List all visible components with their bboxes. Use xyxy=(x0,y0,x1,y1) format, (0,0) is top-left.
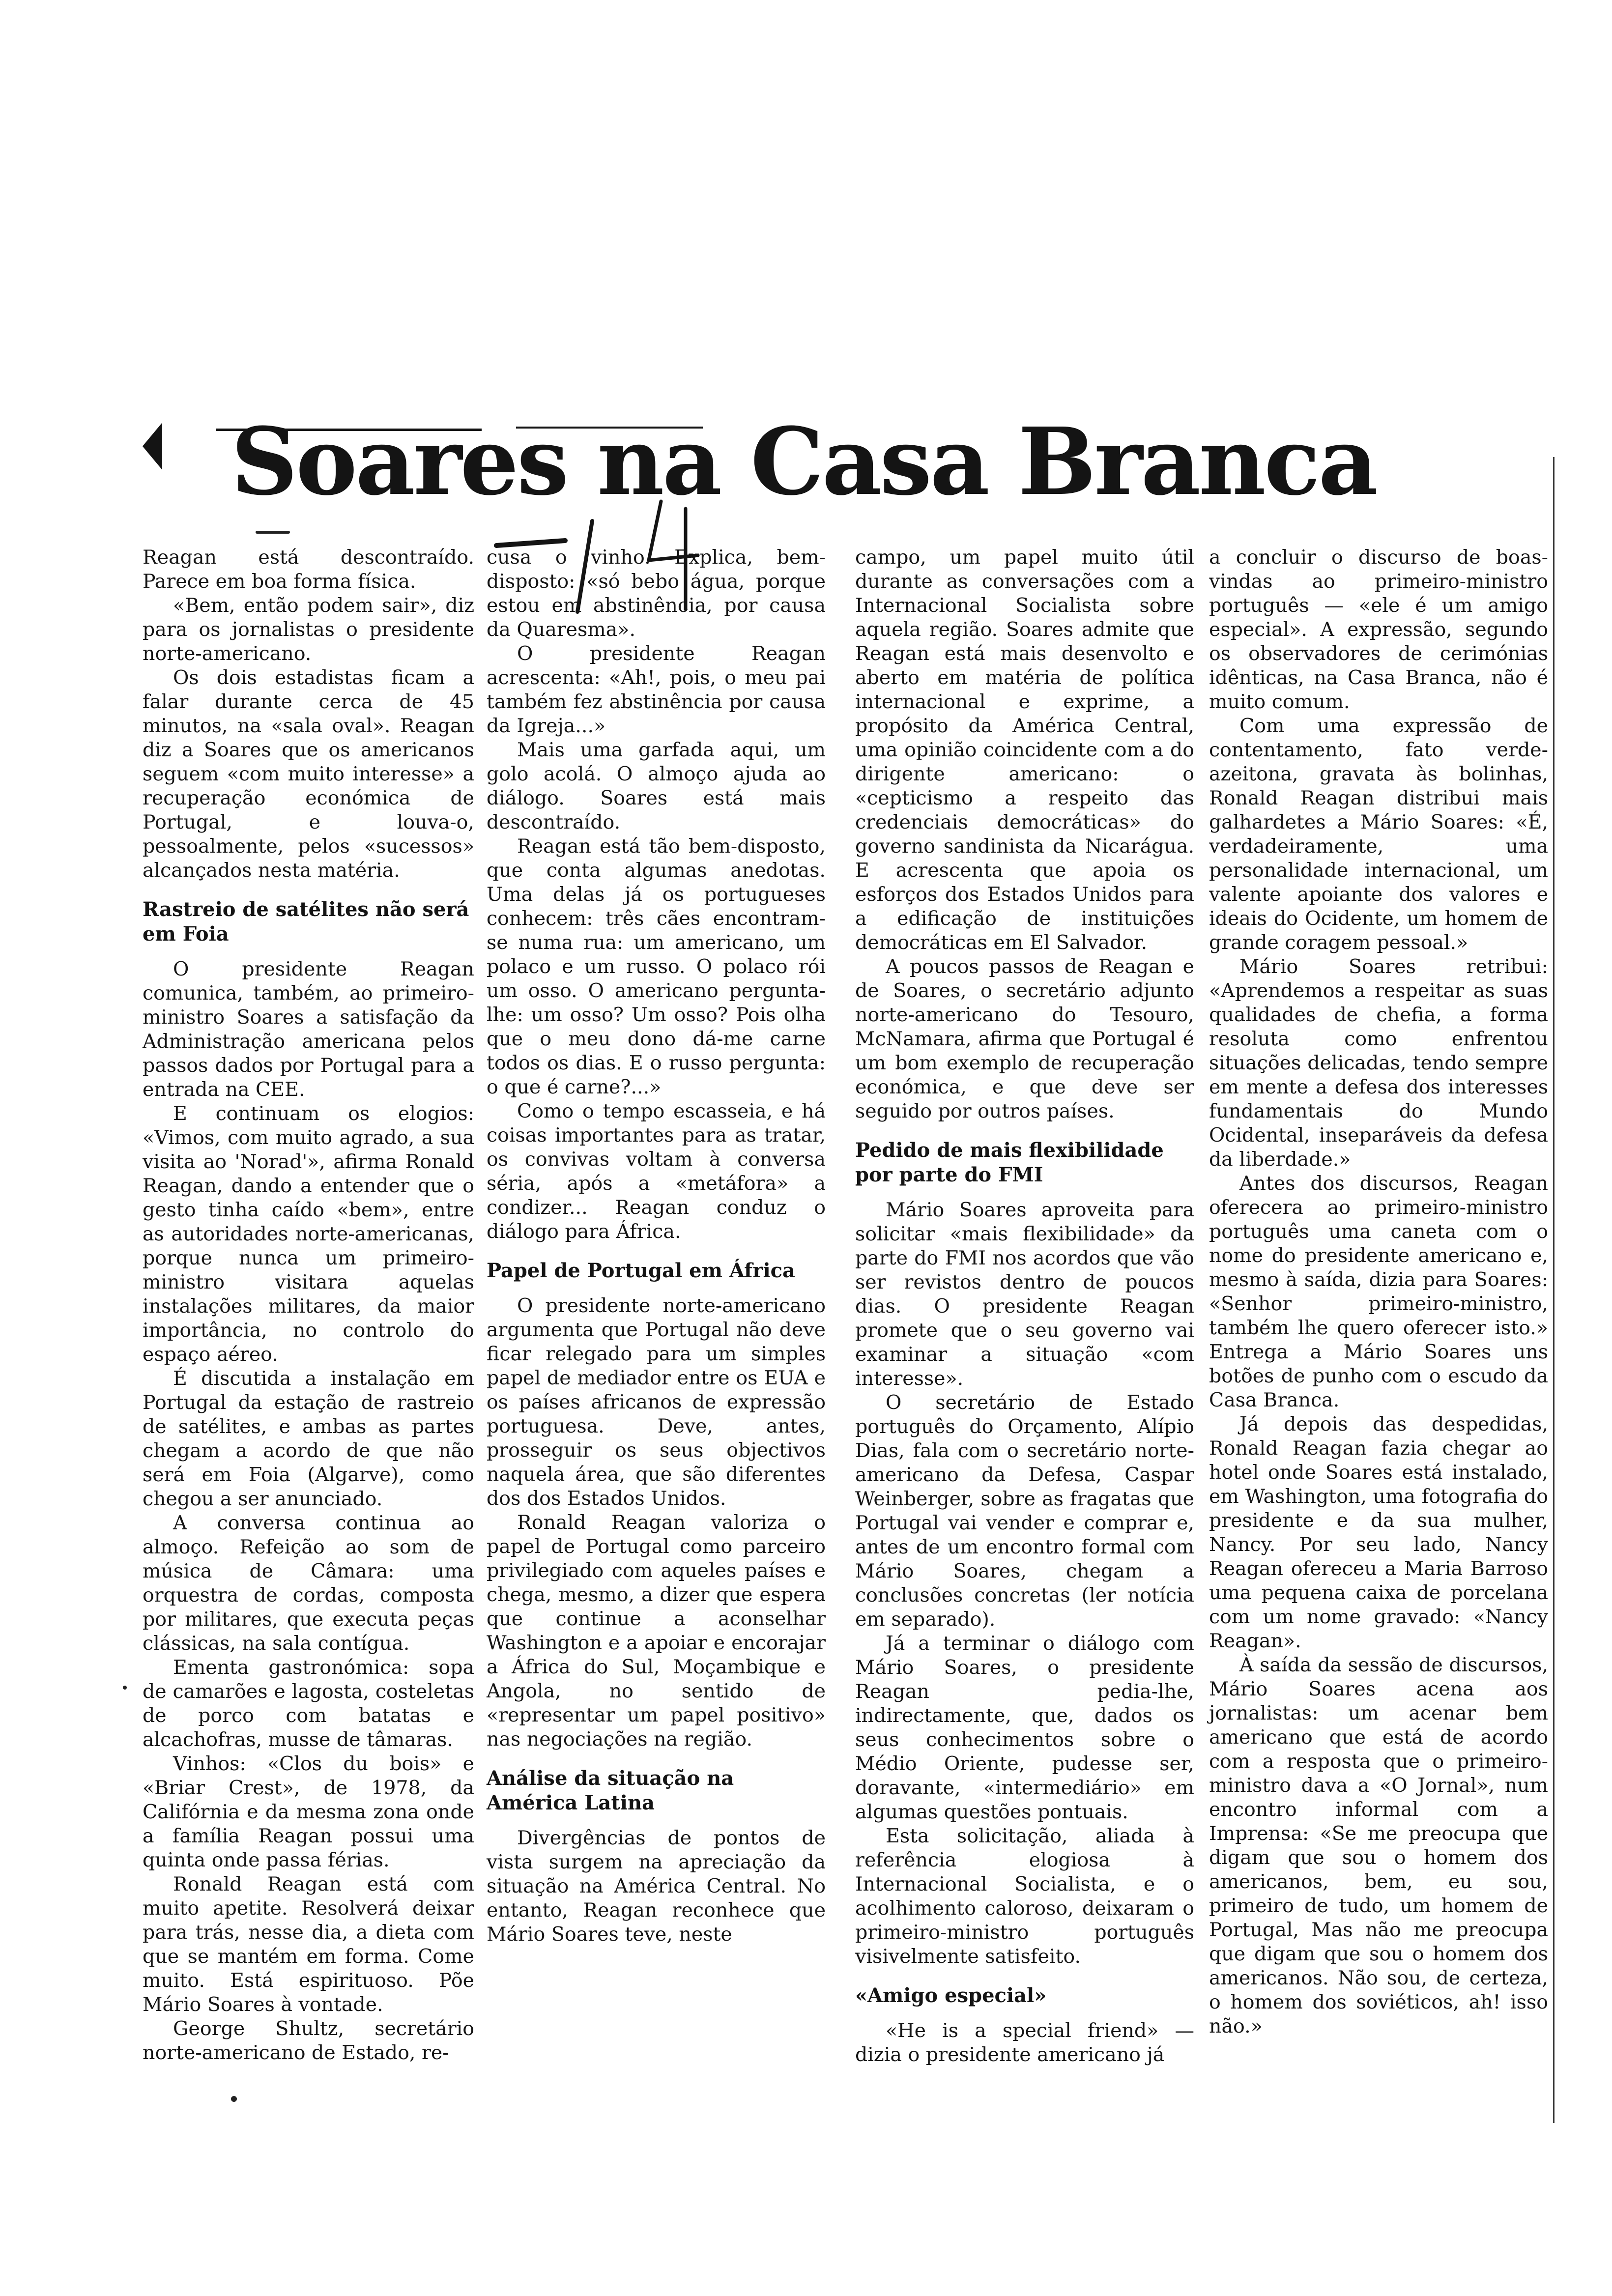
paragraph: À saída da sessão de discursos, Mário Soares acena aos jornalistas: um acenar bem americano que está de acordo com a resposta que o primeiro-ministro dava a «O Jornal», num encontro informal com a Imprensa: «Se me preocupa que digam que sou o homem dos americanos, bem, eu sou, primeiro de tudo, um homem de Portugal, Mas não me preocupa que digam que sou o homem dos americanos. Não sou, de certeza, o homem dos soviéticos, ah! isso não.» xyxy=(1209,1654,1548,2038)
subheading: «Amigo especial» xyxy=(855,1984,1047,2007)
ink-speck xyxy=(231,2096,237,2102)
paragraph: A poucos passos de Reagan e de Soares, o secretário adjunto norte-americano do Tesouro, McNamara, afirma que Portugal é um bom exemplo de recuperação económica, e que deve ser seguido por outros países. xyxy=(855,955,1194,1122)
paragraph: Vinhos: «Clos du bois» e «Briar Crest», de 1978, da Califórnia e da mesma zona onde a família Reagan possui uma quinta onde passa férias. xyxy=(143,1752,474,1871)
paragraph: Reagan está tão bem-disposto, que conta algumas anedotas. Uma delas já os portugueses conhecem: três cães encontram-se numa rua: um americano, um polaco e um russo. O polaco rói um osso. O americano pergunta-lhe: um osso? Um osso? Pois olha que o meu dono dá-me carne todos os dias. E o russo pergunta: o que é carne?...» xyxy=(487,835,826,1098)
paragraph: a concluir o discurso de boas-vindas ao primeiro-ministro português — «ele é um amigo especial». A expressão, segundo os observadores de cerimónias idênticas, na Casa Branca, não é muito comum. xyxy=(1209,546,1548,713)
headline: Soares na Casa Branca xyxy=(231,407,1377,516)
article-column-3 xyxy=(855,545,1194,2067)
paragraph: Ronald Reagan está com muito apetite. Resolverá deixar para trás, nesse dia, a dieta com que se mantém em forma. Come muito. Está espirituoso. Põe Mário Soares à vontade. xyxy=(143,1873,474,2016)
paragraph: «He is a special friend» — dizia o presidente americano já xyxy=(855,2019,1194,2066)
paragraph: O secretário de Estado português do Orçamento, Alípio Dias, fala com o secretário norte-americano da Defesa, Caspar Weinberger, sobre as fragatas que Portugal vai vender e comprar e, antes de um encontro formal com Mário Soares, chegam a conclusões concretas (ler notícia em separado). xyxy=(855,1391,1194,1631)
paragraph: Reagan está descontraído. Parece em boa forma física. xyxy=(143,546,474,593)
paragraph: Com uma expressão de contentamento, fato verde-azeitona, gravata às bolinhas, Ronald Reagan distribui mais galhardetes a Mário Soares: «É, verdadeiramente, uma personalidade internacional, um valente apoiante dos valores e ideais do Ocidente, um homem de grande coragem pessoal.» xyxy=(1209,715,1548,954)
paragraph: George Shultz, secretário norte-americano de Estado, re- xyxy=(143,2017,474,2064)
paragraph: Como o tempo escasseia, e há coisas importantes para as tratar, os convivas voltam à conversa séria, após a «metáfora» a condizer... Reagan conduz o diálogo para África. xyxy=(487,1100,826,1243)
paragraph: Antes dos discursos, Reagan oferecera ao primeiro-ministro português uma caneta com o nome do presidente americano e, mesmo à saída, dizia para Soares: «Senhor primeiro-ministro, também lhe quero oferecer isto.» Entrega a Mário Soares uns botões de punho com o escudo da Casa Branca. xyxy=(1209,1172,1548,1411)
paragraph: E continuam os elogios: «Vimos, com muito agrado, a sua visita ao 'Norad'», afirma Ronald Reagan, dando a entender que o gesto tinha caído «bem», entre as autoridades norte-americanas, porque nunca um primeiro-ministro visitara aquelas instalações militares, da maior importância, no controlo do espaço aéreo. xyxy=(143,1102,474,1366)
ink-speck xyxy=(256,531,290,534)
ink-speck xyxy=(123,1686,127,1690)
paragraph: Mais uma garfada aqui, um golo acolá. O almoço ajuda ao diálogo. Soares está mais descontraído. xyxy=(487,739,826,833)
paragraph: Ronald Reagan valoriza o papel de Portugal como parceiro privilegiado com aqueles países e chega, mesmo, a dizer que espera que continue a aconselhar Washington e a apoiar e encorajar a África do Sul, Moçambique e Angola, no sentido de «representar um papel positivo» nas negociações na região. xyxy=(487,1511,826,1751)
paragraph: O presidente Reagan comunica, também, ao primeiro-ministro Soares a satisfação da Administração americana pelos passos dados por Portugal para a entrada na CEE. xyxy=(143,958,474,1101)
paragraph: A conversa continua ao almoço. Refeição ao som de música de Câmara: uma orquestra de cordas, composta por militares, que executa peças clássicas, na sala contígua. xyxy=(143,1512,474,1655)
subheading: Análise da situação na América Latina xyxy=(487,1767,734,1814)
paragraph: Já depois das despedidas, Ronald Reagan fazia chegar ao hotel onde Soares está instalado, em Washington, uma fotografia do presidente e da sua mulher, Nancy. Por seu lado, Nancy Reagan ofereceu a Maria Barroso uma pequena caixa de porcelana com um nome gravado: «Nancy Reagan». xyxy=(1209,1413,1548,1652)
paragraph: cusa o vinho. Explica, bem-disposto: «só bebo água, porque estou em abstinência, por causa da Quaresma». xyxy=(487,546,826,641)
paragraph: O presidente norte-americano argumenta que Portugal não deve ficar relegado para um simples papel de mediador entre os EUA e os países africanos de expressão portuguesa. Deve, antes, prosseguir os seus objectivos naquela área, que são diferentes dos dos Estados Unidos. xyxy=(487,1294,826,1510)
subheading: Rastreio de satélites não será em Foia xyxy=(143,898,469,946)
subheading: Pedido de mais flexibilidade por parte do FMI xyxy=(855,1139,1164,1186)
paragraph: É discutida a instalação em Portugal da estação de rastreio de satélites, e ambas as partes chegam a acordo de que não será em Foia (Algarve), como chegou a ser anunciado. xyxy=(143,1367,474,1510)
arrow-mark xyxy=(143,423,162,470)
paragraph: O presidente Reagan acrescenta: «Ah!, pois, o meu pai também fez abstinência por causa da Igreja...» xyxy=(487,642,826,737)
paragraph: Mário Soares aproveita para solicitar «mais flexibilidade» da parte do FMI nos acordos que vão ser revistos dentro de poucos dias. O presidente Reagan promete que o seu governo vai examinar a situação «com interesse». xyxy=(855,1199,1194,1390)
paragraph: Já a terminar o diálogo com Mário Soares, o presidente Reagan pedia-lhe, indirectamente, que, dados os seus conhecimentos sobre o Médio Oriente, pudesse ser, doravante, «intermediário» em algumas questões pontuais. xyxy=(855,1632,1194,1823)
subheading: Papel de Portugal em África xyxy=(487,1259,795,1282)
article-column-2 xyxy=(487,545,826,1947)
paragraph: Os dois estadistas ficam a falar durante cerca de 45 minutos, na «sala oval». Reagan diz a Soares que os americanos seguem «com muito interesse» a recuperação económica de Portugal, e louva-o, pessoalmente, pelos «sucessos» alcançados nesta matéria. xyxy=(143,666,474,882)
margin-rule xyxy=(1553,457,1554,2123)
paragraph: Divergências de pontos de vista surgem na apreciação da situação na América Central. No entanto, Reagan reconhece que Mário Soares teve, neste xyxy=(487,1827,826,1946)
paragraph: campo, um papel muito útil durante as conversações com a Internacional Socialista sobre aquela região. Soares admite que Reagan está mais desenvolto e aberto em matéria de política internacional e exprime, a propósito da América Central, uma opinião coincidente com a do dirigente americano: o «cepticismo a respeito das credenciais democráticas» do governo sandinista da Nicarágua. E acrescenta que apoia os esforços dos Estados Unidos para a edificação de instituições democráticas em El Salvador. xyxy=(855,546,1194,954)
paragraph: «Bem, então podem sair», diz para os jornalistas o presidente norte-americano. xyxy=(143,594,474,665)
paragraph: Esta solicitação, aliada à referência elogiosa à Internacional Socialista, e o acolhimento caloroso, deixaram o primeiro-ministro português visivelmente satisfeito. xyxy=(855,1825,1194,1968)
paragraph: Ementa gastronómica: sopa de camarões e lagosta, costeletas de porco com batatas e alcachofras, musse de tâmaras. xyxy=(143,1656,474,1751)
paragraph: Mário Soares retribui: «Aprendemos a respeitar as suas qualidades de chefia, a forma resoluta como enfrentou situações delicadas, tendo sempre em mente a defesa dos interesses fundamentais do Mundo Ocidental, inseparáveis da defesa da liberdade.» xyxy=(1209,955,1548,1171)
article-column-4 xyxy=(1209,545,1548,2038)
article-column-1 xyxy=(143,545,474,2065)
